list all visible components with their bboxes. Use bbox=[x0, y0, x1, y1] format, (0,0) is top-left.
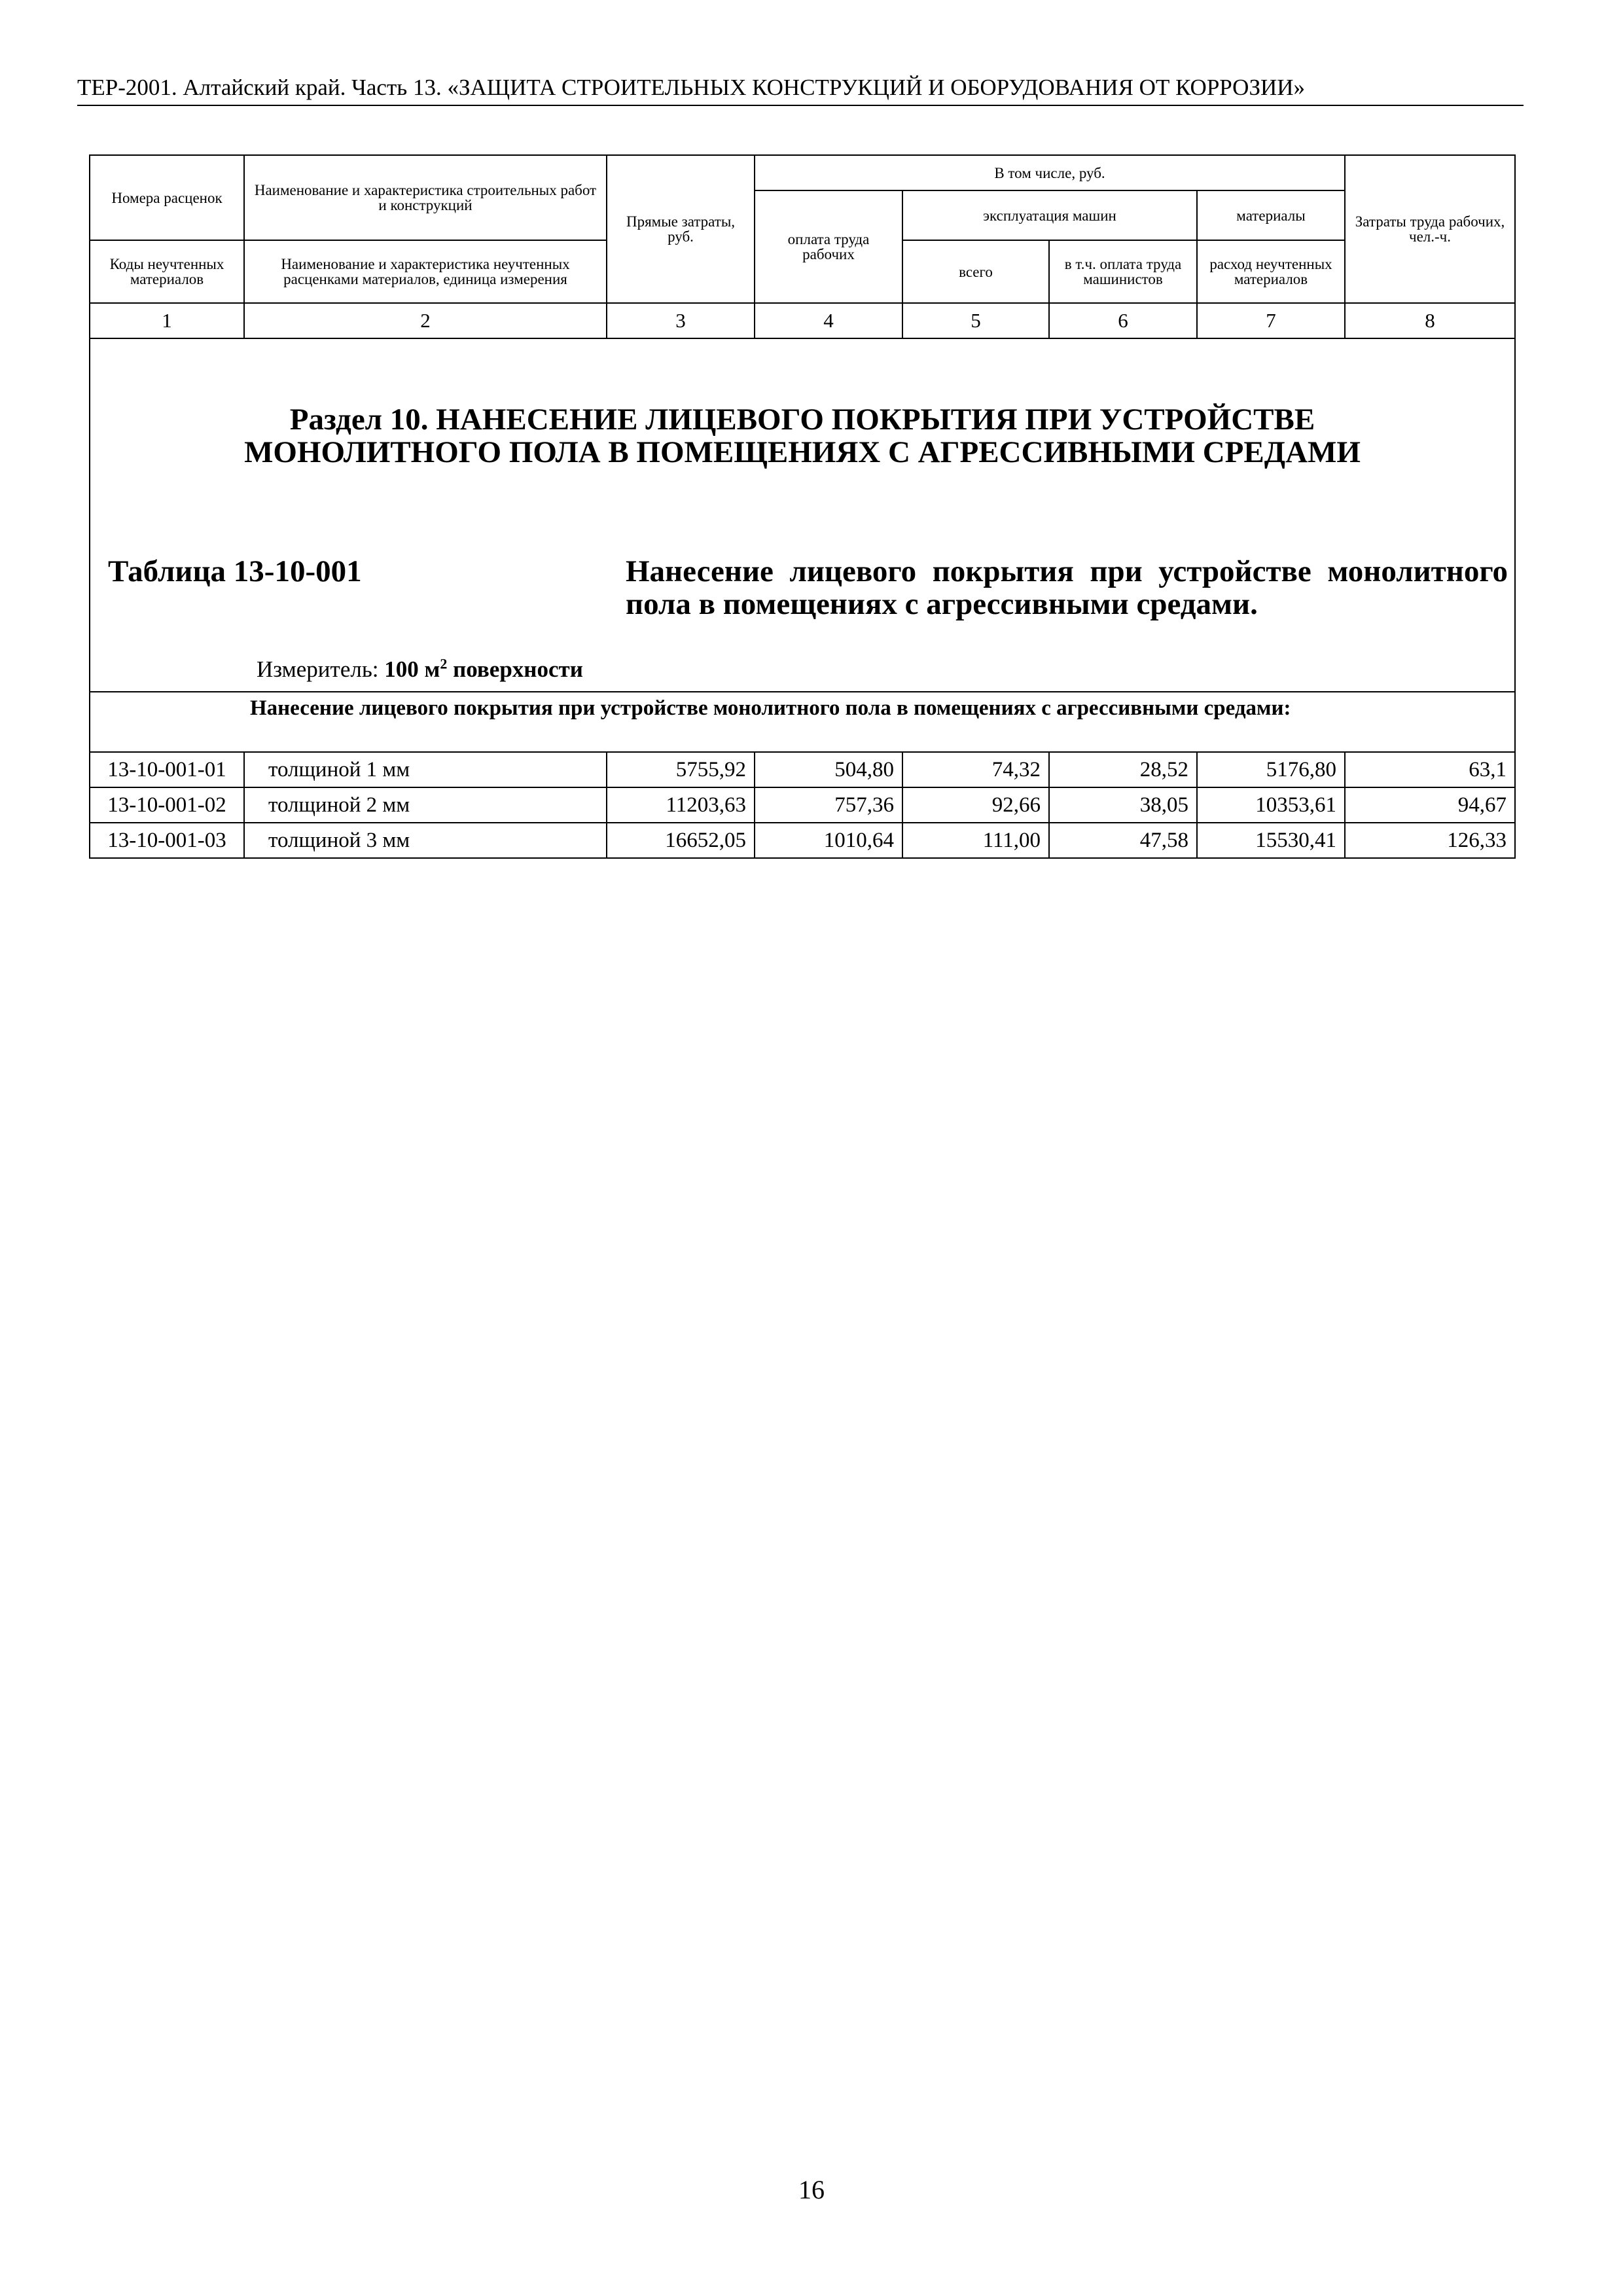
direct-costs-value: 16652,05 bbox=[607, 823, 755, 858]
header-machine-operation: эксплуатация машин bbox=[902, 190, 1197, 240]
section-title bbox=[90, 403, 1514, 469]
direct-costs-value: 11203,63 bbox=[607, 787, 755, 823]
column-number: 5 bbox=[902, 303, 1049, 338]
header-wages: оплата труда рабочих bbox=[755, 190, 902, 303]
unit-suffix: поверхности bbox=[453, 656, 583, 682]
column-number: 1 bbox=[90, 303, 244, 338]
machines-value: 92,66 bbox=[902, 787, 1049, 823]
header-machine-total: всего bbox=[902, 240, 1049, 303]
section-title-line1: Раздел 10. НАНЕСЕНИЕ ЛИЦЕВОГО ПОКРЫТИЯ ПРИ УСТРОЙСТВЕ bbox=[289, 403, 1315, 437]
wages-value: 757,36 bbox=[755, 787, 902, 823]
header-work-name: Наименование и характеристика строительных работ и конструкций bbox=[244, 155, 607, 240]
machines-value: 111,00 bbox=[902, 823, 1049, 858]
table-row bbox=[90, 823, 1515, 858]
column-number: 3 bbox=[607, 303, 755, 338]
rate-code: 13-10-001-02 bbox=[90, 787, 244, 823]
machinist-wages-value: 28,52 bbox=[1049, 752, 1197, 787]
column-number: 8 bbox=[1345, 303, 1515, 338]
unit-exponent: 2 bbox=[440, 655, 448, 672]
header-materials: материалы bbox=[1197, 190, 1345, 240]
labor-value: 63,1 bbox=[1345, 752, 1515, 787]
column-number: 2 bbox=[244, 303, 607, 338]
header-material-codes: Коды неучтенных материалов bbox=[90, 240, 244, 303]
header-labor-costs: Затраты труда рабочих, чел.-ч. bbox=[1345, 155, 1515, 303]
group-title-cell bbox=[90, 692, 1515, 752]
labor-value: 94,67 bbox=[1345, 787, 1515, 823]
header-machinist-wages: в т.ч. оплата труда машинистов bbox=[1049, 240, 1197, 303]
direct-costs-value: 5755,92 bbox=[607, 752, 755, 787]
machines-value: 74,32 bbox=[902, 752, 1049, 787]
rates-table bbox=[89, 154, 1516, 859]
rate-name: толщиной 3 мм bbox=[244, 823, 607, 858]
running-header: ТЕР-2001. Алтайский край. Часть 13. «ЗАЩИТА СТРОИТЕЛЬНЫХ КОНСТРУКЦИЙ И ОБОРУДОВАНИЯ ОТ КОРРОЗИИ» bbox=[77, 75, 1306, 100]
machinist-wages-value: 38,05 bbox=[1049, 787, 1197, 823]
section-block bbox=[90, 338, 1515, 692]
column-number: 6 bbox=[1049, 303, 1197, 338]
header-direct-costs: Прямые затраты, руб. bbox=[607, 155, 755, 303]
page-number: 16 bbox=[798, 2175, 825, 2204]
unit-of-measure bbox=[257, 655, 583, 684]
rate-name: толщиной 1 мм bbox=[244, 752, 607, 787]
unit-value: 100 м bbox=[384, 656, 440, 682]
table-caption: Нанесение лицевого покрытия при устройстве монолитного пола в помещениях с агрессивными средами. bbox=[626, 554, 1508, 621]
rate-code: 13-10-001-01 bbox=[90, 752, 244, 787]
materials-value: 10353,61 bbox=[1197, 787, 1345, 823]
unit-label: Измеритель: bbox=[257, 656, 379, 682]
rate-name: толщиной 2 мм bbox=[244, 787, 607, 823]
header-rate-numbers: Номера расценок bbox=[90, 155, 244, 240]
materials-value: 5176,80 bbox=[1197, 752, 1345, 787]
column-number: 7 bbox=[1197, 303, 1345, 338]
group-title: Нанесение лицевого покрытия при устройстве монолитного пола в помещениях с агрессивными средами: bbox=[250, 696, 1291, 720]
table-code: Таблица 13-10-001 bbox=[108, 554, 362, 588]
wages-value: 1010,64 bbox=[755, 823, 902, 858]
materials-value: 15530,41 bbox=[1197, 823, 1345, 858]
section-title-line2: МОНОЛИТНОГО ПОЛА В ПОМЕЩЕНИЯХ С АГРЕССИВНЫМИ СРЕДАМИ bbox=[244, 435, 1361, 469]
labor-value: 126,33 bbox=[1345, 823, 1515, 858]
rate-code: 13-10-001-03 bbox=[90, 823, 244, 858]
header-rule bbox=[77, 105, 1524, 106]
header-unaccounted-consumption: расход неучтенных материалов bbox=[1197, 240, 1345, 303]
table-row bbox=[90, 787, 1515, 823]
machinist-wages-value: 47,58 bbox=[1049, 823, 1197, 858]
table-row bbox=[90, 752, 1515, 787]
wages-value: 504,80 bbox=[755, 752, 902, 787]
column-number: 4 bbox=[755, 303, 902, 338]
header-material-name: Наименование и характеристика неучтенных расценками материалов, единица измерения bbox=[244, 240, 607, 303]
header-including: В том числе, руб. bbox=[755, 155, 1345, 190]
